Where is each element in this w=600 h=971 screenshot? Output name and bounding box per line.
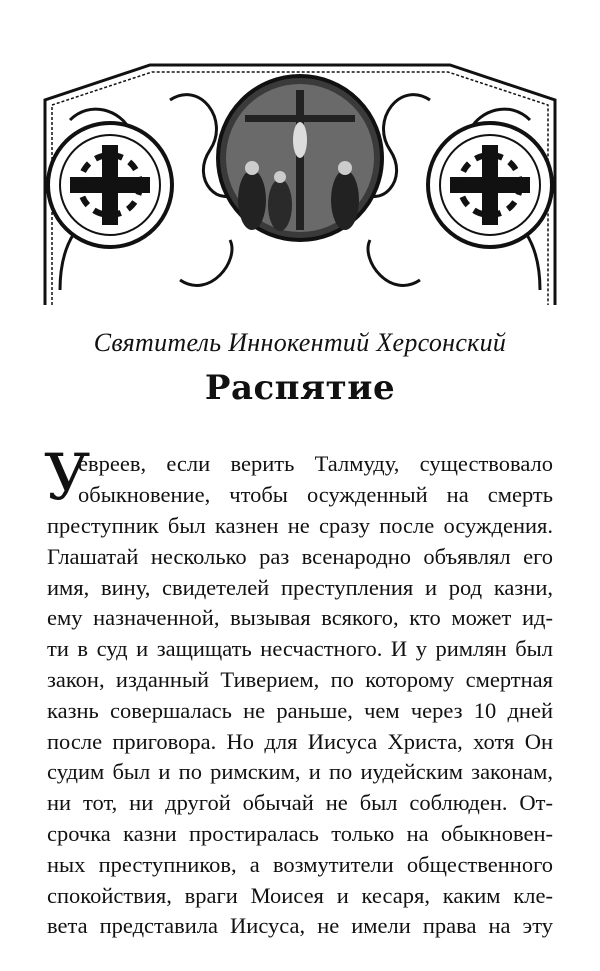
- left-medallion: [48, 123, 172, 247]
- text-line: ни тот, ни другой обычай не был соблюден. От-: [47, 790, 553, 815]
- ornamental-headpiece: [40, 60, 560, 310]
- text-line: ти в суд и защищать несчастного. И у римлян был: [47, 636, 553, 661]
- text-line: судим был и по римским, и по иудейским законам,: [47, 759, 553, 784]
- chapter-title: Распятие: [204, 368, 396, 408]
- text-line: ему назначенной, вызывая всякого, кто может ид-: [47, 605, 553, 630]
- crucifixion-icon-medallion: [218, 76, 382, 240]
- text-line: после приговора. Но для Иисуса Христа, хотя Он: [47, 729, 553, 754]
- author-name: Святитель Иннокентий Херсонский: [93, 328, 507, 357]
- text-line: имя, вину, свидетелей преступления и род казни,: [47, 575, 553, 600]
- right-medallion: [428, 123, 552, 247]
- text-line: закон, изданный Тиверием, по которому смертная: [47, 667, 553, 692]
- text-line: преступник был казнен не сразу после осуждения.: [47, 513, 553, 538]
- text-line: срочка казни простиралась только на обыкновен-: [47, 821, 553, 846]
- text-line: обыкновение, чтобы осужденный на смерть: [78, 482, 553, 507]
- text-line: Глашатай несколько раз всенародно объявлял его: [47, 544, 553, 569]
- drop-cap: У: [44, 441, 91, 515]
- text-line: спокойствия, враги Моисея и кесаря, каким кле-: [47, 883, 553, 908]
- text-line: вета представила Иисуса, не имели права на эту: [47, 913, 553, 938]
- text-line: ных преступников, а возмутители общественного: [47, 852, 553, 877]
- text-line: евреев, если верить Талмуду, существовало: [78, 451, 553, 476]
- text-line: казнь совершалась не раньше, чем через 10 дней: [47, 698, 553, 723]
